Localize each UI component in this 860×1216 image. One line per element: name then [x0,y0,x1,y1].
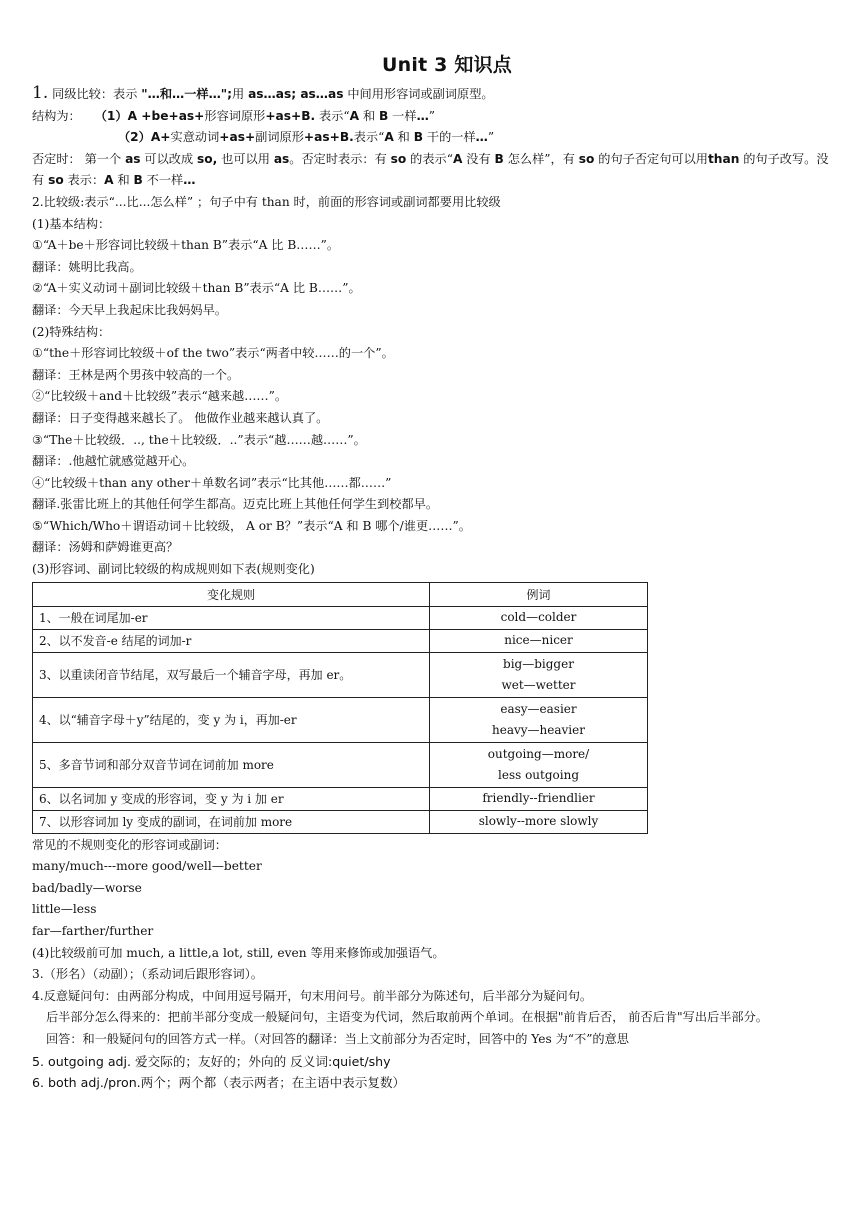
table-row [33,652,648,697]
structure-line-1: 结构为： （1）A +be+as+形容词原形+as+B. 表示“A 和 B 一样…” [32,108,435,123]
example-cell: easy—easier heavy—heavier [430,697,648,742]
text-line: 翻译：.他越忙就感觉越开心。 [32,454,195,469]
text-line: (1)基本结构： [32,216,111,231]
example-cell: slowly--more slowly [430,810,648,833]
rule-cell: 3、以重读闭音节结尾，双写最后一个辅音字母，再加 er。 [33,652,430,697]
text-line: 4.反意疑问句：由两部分构成，中间用逗号隔开，句末用问号。前半部分为陈述句，后半部分为疑问句。 [32,988,593,1003]
text-line: (3)形容词、副词比较级的构成规则如下表(规则变化) [32,562,315,577]
rule-cell: 2、以不发音-e 结尾的词加-r [33,629,430,652]
text-line: ②“比较级＋and＋比较级”表示“越来越……”。 [32,389,288,404]
table-header-row [33,582,648,606]
text-line: ③“The＋比较级．.., the＋比较级．..”表示“越……越……”。 [32,432,366,447]
example-cell: friendly--friendlier [430,787,648,810]
text-line: many/much---more good/well—better [32,859,262,874]
table-header: 变化规则 [33,582,430,606]
text-line: 2.比较级:表示“...比...怎么样” ；句子中有 than 时，前面的形容词或副词都要用比较级 [32,194,501,209]
example-cell: big—bigger wet—wetter [430,652,648,697]
text-line: (4)比较级前可加 much, a little,a lot, still, even 等用来修饰或加强语气。 [32,945,445,960]
example-cell: cold—colder [430,606,648,629]
table-row [33,810,648,833]
rule-cell: 7、以形容词加 ly 变成的副词，在词前加 more [33,810,430,833]
negation-paragraph: 否定时： 第一个 as 可以改成 so, 也可以用 as。否定时表示：有 so 的表示“A 没有 B 怎么样”，有 so 的句子否定句可以用than 的句子改写。没有 so 表示：A 和 B 不一样… [32,151,829,188]
vocab-item: 6. both adj./pron.两个；两个都（表示两者；在主语中表示复数） [32,1075,406,1091]
table-row [33,606,648,629]
text-line: 3.（形名）（动副）；（系动词后跟形容词）。 [32,967,263,982]
structure-label: 结构为： [32,108,81,123]
example-cell: outgoing—more/ less outgoing [430,742,648,787]
text-line: 常见的不规则变化的形容词或副词： [32,837,227,852]
text-line: little—less [32,902,97,917]
text-line: 翻译：日子变得越来越长了。 他做作业越来越认真了。 [32,410,329,425]
text-line: bad/badly—worse [32,880,142,895]
rule-cell: 4、以“辅音字母＋y”结尾的，变 y 为 i，再加-er [33,697,430,742]
answer-paragraph: 回答：和一般疑问句的回答方式一样。（对回答的翻译：当上文前部分为否定时，回答中的 Yes 为“不”的意思 [46,1032,629,1046]
document-page [32,50,832,1094]
text-line: far—farther/further [32,924,154,939]
rule-cell: 6、以名词加 y 变成的形容词，变 y 为 i 加 er [33,787,430,810]
text-line: ①“the＋形容词比较级＋of the two”表示“两者中较……的一个”。 [32,346,394,361]
text-line: 翻译.张雷比班上的其他任何学生都高。迈克比班上其他任何学生到校都早。 [32,497,439,512]
table-row [33,697,648,742]
text-line: 翻译：王林是两个男孩中较高的一个。 [32,367,240,382]
table-row [33,629,648,652]
table-header: 例词 [430,582,648,606]
table-row [33,787,648,810]
text-line: 翻译：姚明比我高。 [32,259,142,274]
rule-cell: 1、一般在词尾加-er [33,606,430,629]
page-title: Unit 3 知识点 [382,54,512,76]
text-line: 翻译：汤姆和萨姆谁更高？ [32,540,179,555]
text-line: ④“比较级＋than any other＋单数名词”表示“比其他……都……” [32,475,392,490]
text-line: 翻译：今天早上我起床比我妈妈早。 [32,302,227,317]
example-cell: nice—nicer [430,629,648,652]
text-line: ②“A＋实义动词＋副词比较级＋than B”表示“A 比 B……”。 [32,281,361,296]
section-number: 1. [32,83,49,103]
comparative-rules-table [32,582,648,834]
tag-question-paragraph: 后半部分怎么得来的：把前半部分变成一般疑问句，主语变为代词，然后取前两个单词。在根据"前肯后否， 前否后肯"写出后半部分。 [46,1010,768,1025]
rule-cell: 5、多音节词和部分双音节词在词前加 more [33,742,430,787]
text-line: ①“A＋be＋形容词比较级＋than B”表示“A 比 B……”。 [32,238,340,253]
text-line: ⑤“Which/Who＋谓语动词＋比较级， A or B？”表示“A 和 B 哪个/谁更……”。 [32,518,471,533]
text-line: (2)特殊结构： [32,324,111,339]
section-1-line: 1. 同级比较：表示 "…和…一样…";用 as…as; as…as 中间用形容词或副词原型。 [32,83,494,103]
table-row [33,742,648,787]
vocab-item: 5. outgoing adj. 爱交际的；友好的；外向的 反义词:quiet/shy [32,1053,391,1069]
structure-line-2: （2）A+实意动词+as+副词原形+as+B.表示“A 和 B 干的一样…” [118,130,495,145]
